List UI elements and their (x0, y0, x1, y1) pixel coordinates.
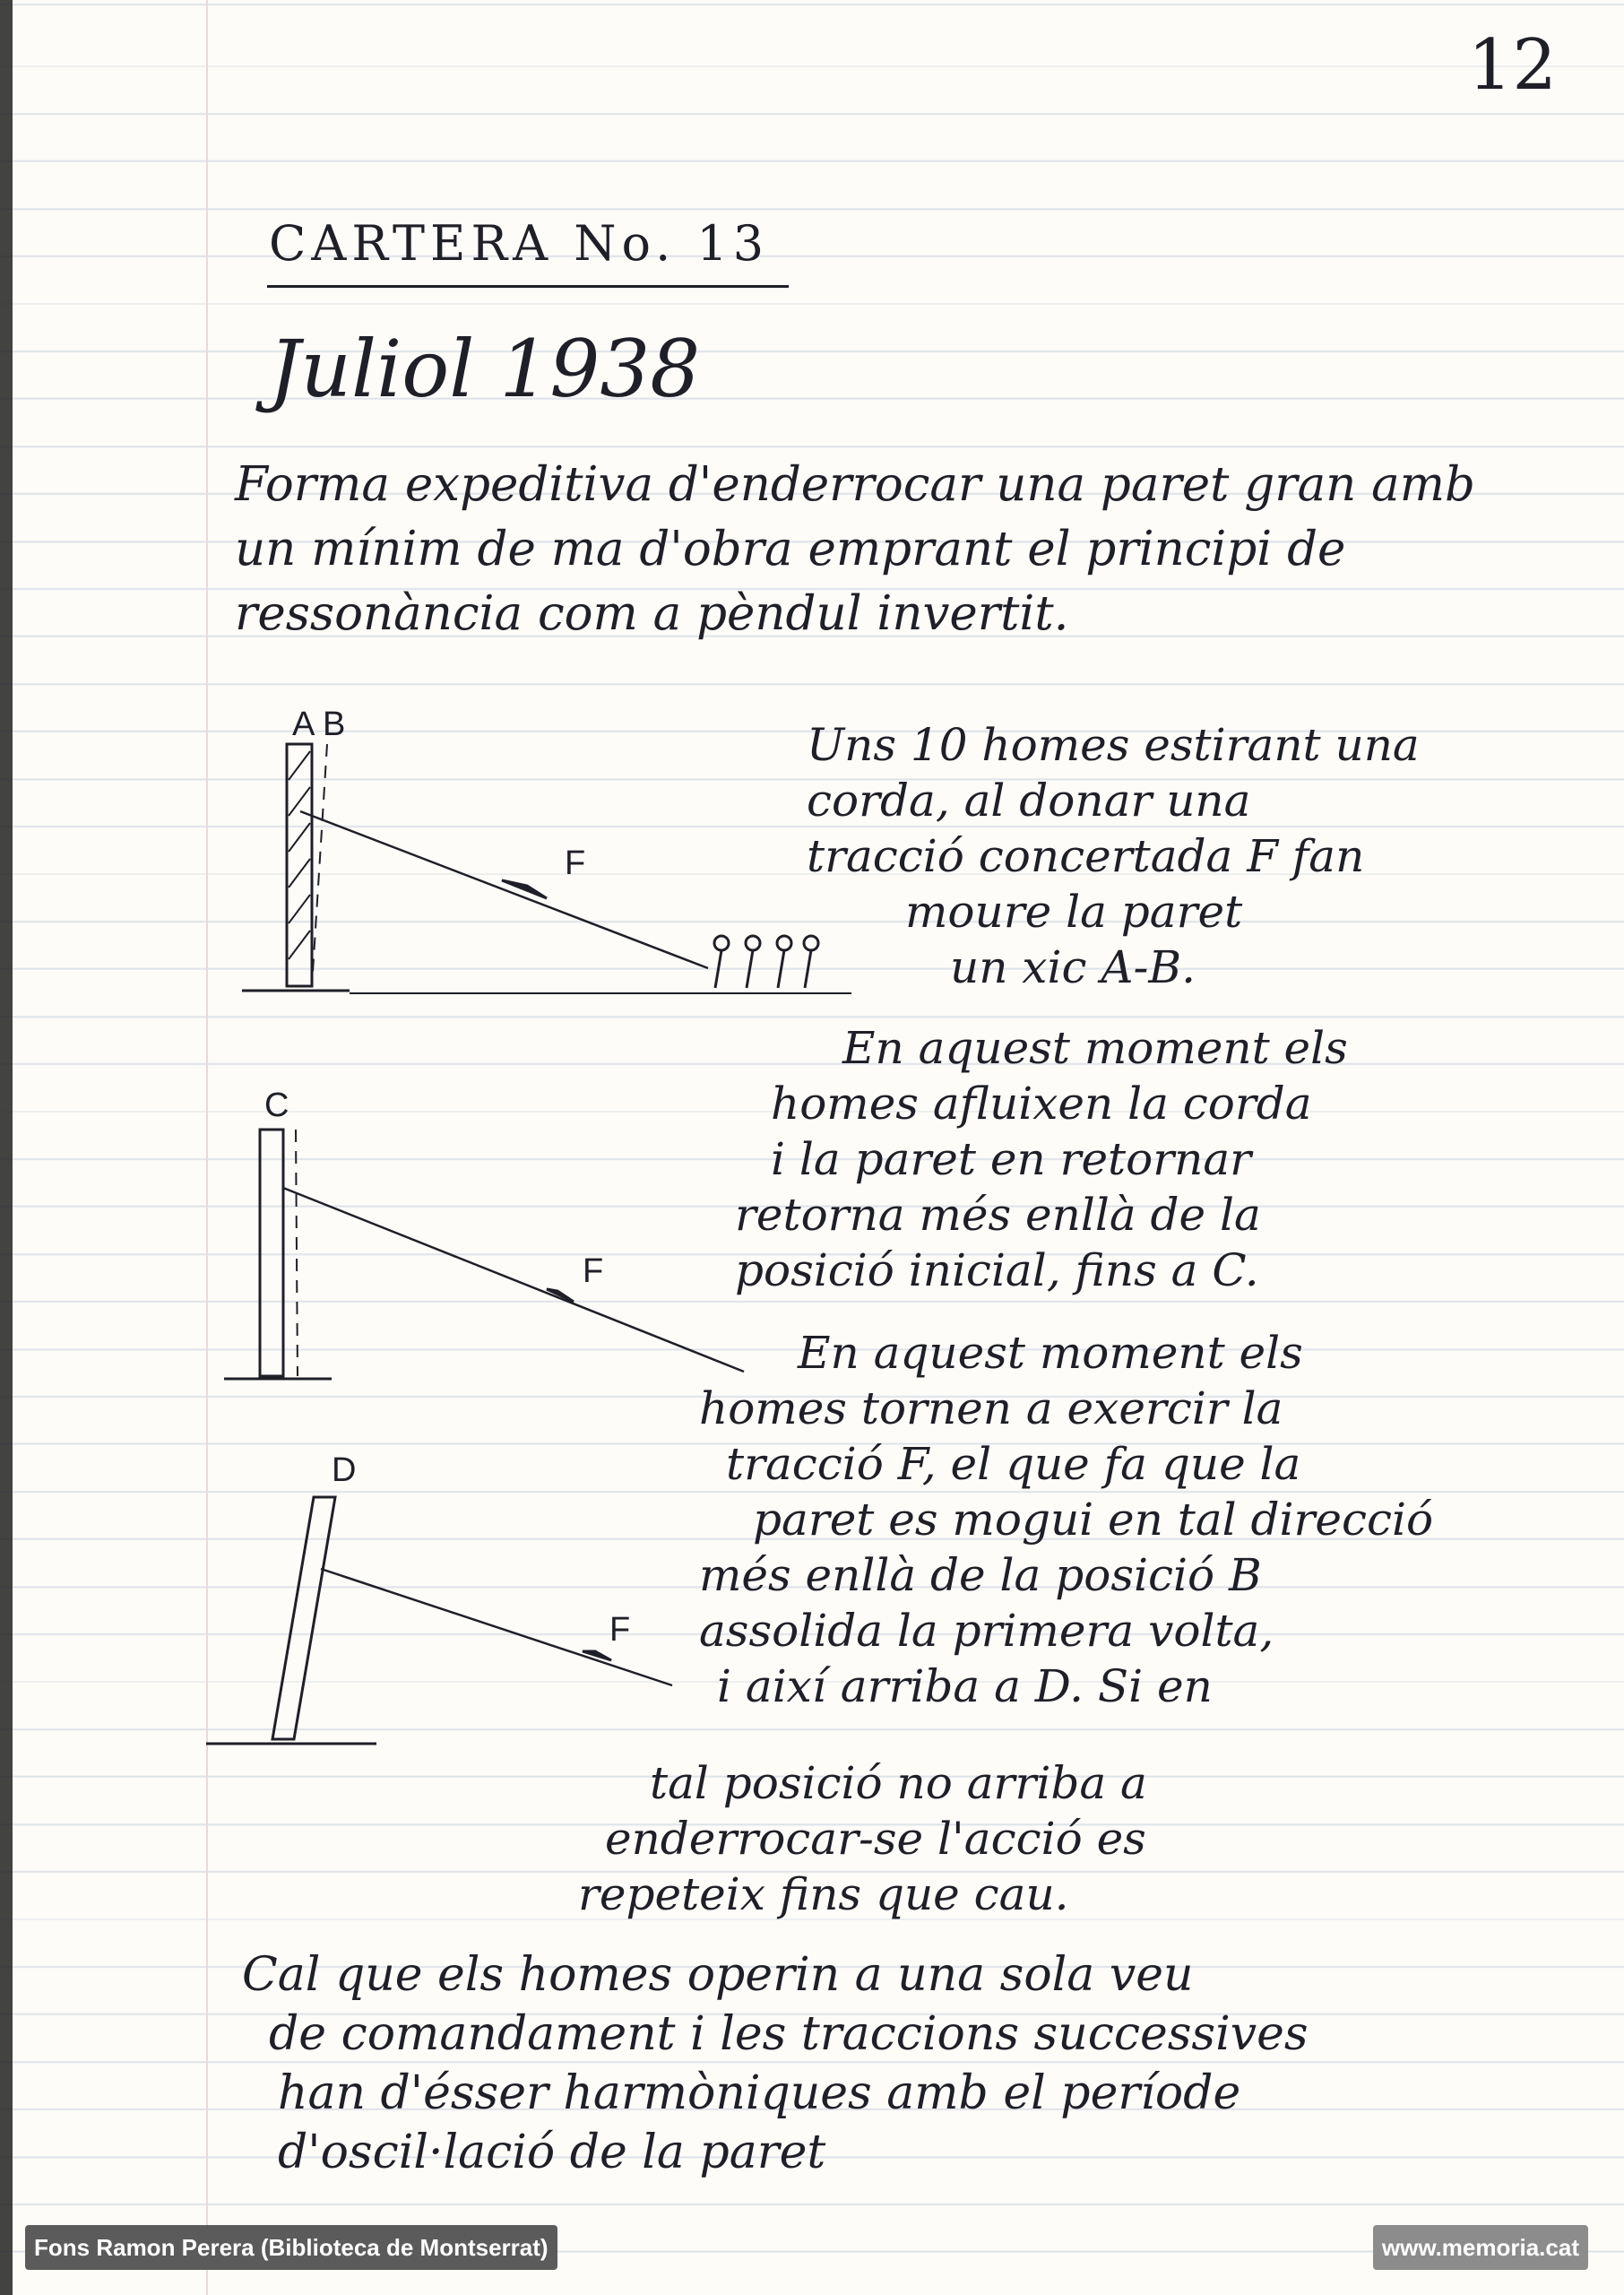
text-line: Cal que els homes operin a una sola veu (242, 1948, 1194, 2002)
text-line: assolida la primera volta, (699, 1605, 1274, 1657)
wall-rect (287, 744, 312, 986)
date: Juliol 1938 (269, 323, 701, 415)
page-title: CARTERA No. 13 (269, 215, 770, 272)
paragraph-2 (735, 1020, 1348, 1298)
text-line: homes afluixen la corda (771, 1078, 1312, 1130)
text-line: de comandament i les traccions successives (269, 2007, 1309, 2061)
wall-rect (260, 1130, 283, 1376)
text-line: corda, al donar una (807, 775, 1251, 827)
text-line: més enllà de la posició B (699, 1549, 1262, 1601)
text-line: i la paret en retornar (771, 1133, 1252, 1185)
archive-credit: Fons Ramon Perera (Biblioteca de Montserrat) (25, 2225, 557, 2270)
title-underline (267, 285, 789, 288)
page-edge (0, 0, 13, 2295)
label-d: D (332, 1451, 357, 1489)
text-line: tracció F, el que fa que la (726, 1438, 1301, 1490)
paragraph-1 (807, 717, 1420, 995)
rope (283, 1188, 744, 1372)
text-line: un xic A-B. (950, 941, 1196, 993)
text-line: En aquest moment els (842, 1022, 1348, 1074)
arrow-icon (583, 1651, 611, 1660)
label-f: F (583, 1252, 604, 1290)
text-line: d'oscil·lació de la paret (278, 2126, 826, 2179)
figure-3 (197, 1443, 699, 1784)
text-line: enderrocar-se l'acció es (605, 1813, 1146, 1865)
label-c: C (264, 1087, 289, 1124)
text-line: repeteix fins que cau. (578, 1868, 1069, 1920)
label-f: F (609, 1611, 631, 1649)
paragraph-5 (242, 1945, 1309, 2182)
text-line: En aquest moment els (798, 1327, 1303, 1379)
label-f: F (565, 844, 586, 882)
label-a: A (292, 708, 315, 743)
text-line: tal posició no arriba a (650, 1757, 1147, 1809)
website-link[interactable]: www.memoria.cat (1373, 2225, 1588, 2270)
text-line: retorna més enllà de la (735, 1189, 1261, 1241)
paragraph-3 (699, 1325, 1433, 1714)
men-pulling-icon (714, 936, 818, 988)
intro-text: Forma expeditiva d'enderrocar una paret gran amb un mínim de ma d'obra emprant el principi de ressonància com a pèndul invertit. (235, 457, 1475, 641)
text-line: paret es mogui en tal direcció (753, 1494, 1434, 1546)
paragraph-4 (578, 1755, 1147, 1922)
text-line: han d'ésser harmòniques amb el període (278, 2066, 1241, 2120)
arrow-icon (502, 880, 547, 898)
text-line: i així arriba a D. Si en (717, 1660, 1213, 1712)
text-line: homes tornen a exercir la (699, 1382, 1283, 1434)
wall-rect (272, 1497, 335, 1739)
text-line: Uns 10 homes estirant una (807, 719, 1420, 771)
text-line: tracció concertada F fan (807, 830, 1365, 882)
figure-1 (224, 708, 905, 1031)
text-line: moure la paret (905, 886, 1243, 938)
rope (300, 811, 708, 968)
text-line: posició inicial, fins a C. (735, 1244, 1259, 1296)
label-b: B (323, 708, 346, 743)
page-number: 12 (1467, 25, 1557, 106)
